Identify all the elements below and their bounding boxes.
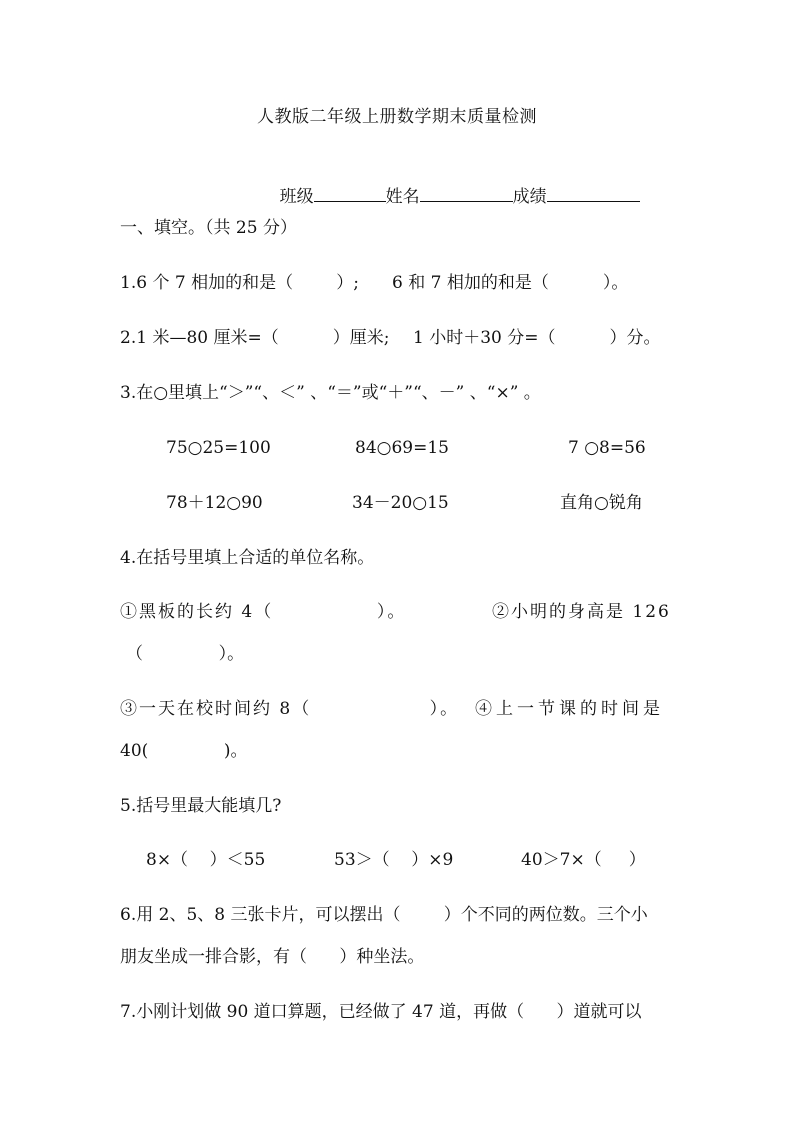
compare-item: 84○69=15	[355, 438, 449, 458]
question-6-line-2: 朋友坐成一排合影，有（ ）种坐法。	[120, 947, 425, 967]
score-label: 成绩	[512, 187, 547, 207]
question-1b: 6 和 7 相加的和是（ ）。	[392, 273, 629, 293]
question-2a: 2.1 米—80 厘米=（ ）厘米;	[120, 328, 390, 348]
question-2b: 1 小时＋30 分=（ ）分。	[413, 328, 661, 348]
compare-item: 78＋12○90	[166, 493, 263, 513]
fill-item: 8×（ ）＜55	[146, 850, 266, 870]
question-4-item-1: ①黑板的长约 4（ ）。	[120, 602, 407, 622]
exam-title: 人教版二年级上册数学期末质量检测	[257, 107, 537, 127]
question-6-line-1: 6.用 2、5、8 三张卡片，可以摆出（ ）个不同的两位数。三个小	[120, 905, 648, 925]
score-blank[interactable]	[547, 183, 640, 202]
class-label: 班级	[279, 187, 314, 207]
compare-item: 7 ○8=56	[568, 438, 646, 458]
compare-item: 直角○锐角	[560, 493, 643, 513]
name-blank[interactable]	[420, 183, 513, 202]
question-1a: 1.6 个 7 相加的和是（ ）;	[120, 273, 360, 293]
name-label: 姓名	[385, 187, 420, 207]
student-info-line	[258, 161, 640, 230]
fill-item: 53＞（ ）×9	[334, 850, 454, 870]
section-heading: 一、填空。（共 25 分）	[120, 218, 297, 238]
question-4-item-4: ④上一节课的时间是	[475, 699, 664, 719]
question-3: 3.在○里填上“＞”“、＜” 、“＝”或“＋”“、－” 、“×” 。	[120, 383, 541, 403]
question-4-item-4-answer: 40( )。	[120, 741, 248, 761]
question-4-item-3: ③一天在校时间约 8（ ）。	[120, 699, 460, 719]
question-5: 5.括号里最大能填几?	[120, 796, 282, 816]
question-4: 4.在括号里填上合适的单位名称。	[120, 548, 375, 568]
fill-item: 40＞7×（ ）	[521, 850, 646, 870]
question-4-item-2-answer: （ ）。	[126, 644, 245, 664]
question-4-item-2: ②小明的身高是 126	[492, 602, 671, 622]
compare-item: 34－20○15	[352, 493, 449, 513]
question-7-line-1: 7.小刚计划做 90 道口算题，已经做了 47 道，再做（ ）道就可以	[120, 1002, 642, 1022]
class-blank[interactable]	[314, 183, 386, 202]
compare-item: 75○25=100	[166, 438, 271, 458]
